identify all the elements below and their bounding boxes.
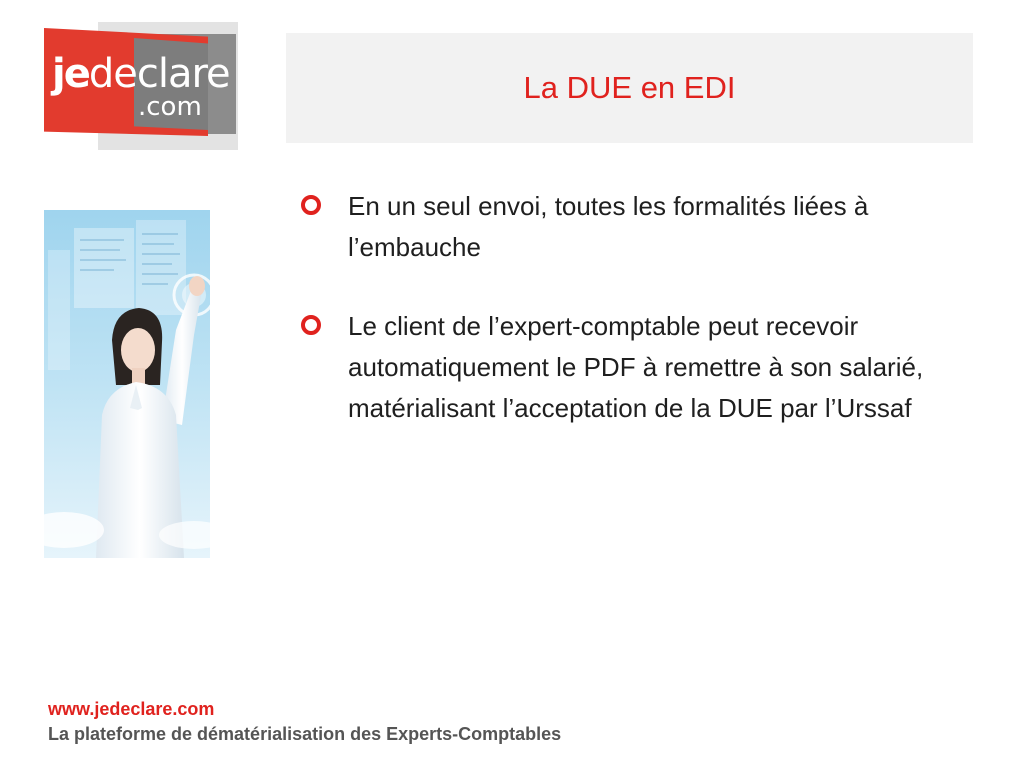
logo-text-bold: je [52, 51, 89, 97]
red-circle-bullet-icon [300, 194, 322, 216]
footer [48, 697, 561, 747]
logo-domain: .com [138, 92, 202, 122]
slide-title: La DUE en EDI [523, 70, 736, 105]
red-circle-bullet-icon [300, 314, 322, 336]
jedeclare-logo [40, 22, 240, 150]
bullet-list [300, 186, 960, 467]
title-bar [286, 33, 973, 143]
footer-tagline: La plateforme de dématérialisation des Experts-Comptables [48, 724, 562, 744]
photo-illustration [44, 210, 210, 558]
bullet-text: Le client de l’expert-comptable peut recevoir automatiquement le PDF à remettre à son salarié, matérialisant l’acceptation de la DUE par l’Urssaf [348, 311, 924, 423]
bullet-text: En un seul envoi, toutes les formalités liées à l’embauche [348, 191, 869, 262]
logo-text-light: declare [88, 51, 230, 97]
footer-url-link[interactable]: www.jedeclare.com [48, 699, 215, 719]
logo-wordmark [52, 51, 230, 97]
list-item [300, 186, 960, 268]
woman-touchscreen-photo [44, 210, 210, 558]
list-item [300, 306, 960, 429]
